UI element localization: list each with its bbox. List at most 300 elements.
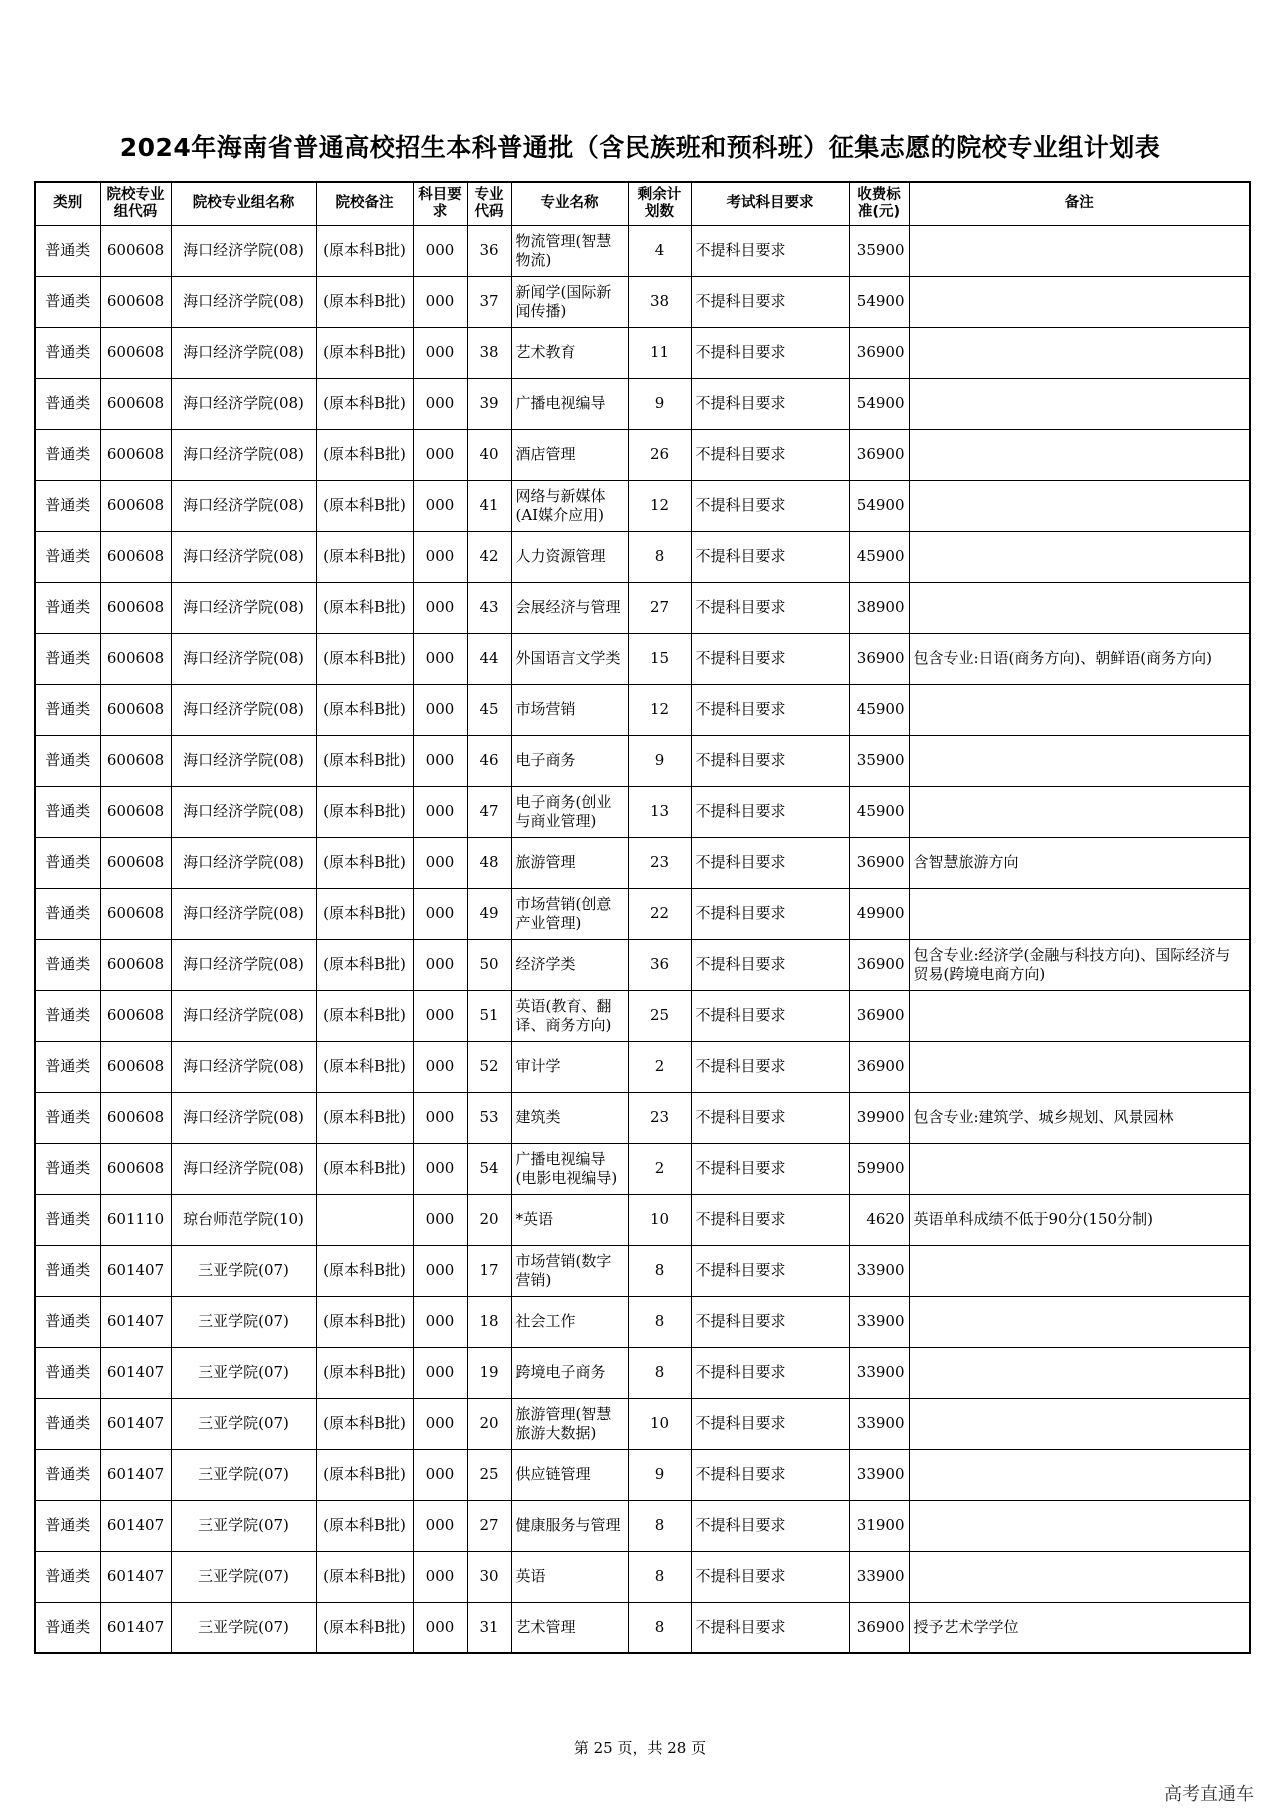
cell-major-code: 41 <box>467 480 511 531</box>
cell-group-code: 600608 <box>100 225 171 276</box>
cell-fee: 35900 <box>849 735 909 786</box>
cell-remarks <box>909 1092 1250 1143</box>
cell-major-name <box>511 1500 628 1551</box>
cell-group-name: 三亚学院(07) <box>171 1551 316 1602</box>
cell-major-name-text: *英语 <box>515 1210 554 1228</box>
cell-exam-req: 不提科目要求 <box>691 1449 849 1500</box>
cell-school-note: (原本科B批) <box>316 837 413 888</box>
cell-remarks <box>909 429 1250 480</box>
cell-remarks <box>909 1551 1250 1602</box>
cell-group-code: 601407 <box>100 1602 171 1653</box>
cell-category: 普通类 <box>35 633 100 684</box>
cell-category: 普通类 <box>35 1194 100 1245</box>
cell-group-name: 海口经济学院(08) <box>171 1143 316 1194</box>
cell-remarks-text: 包含专业:日语(商务方向)、朝鲜语(商务方向) <box>913 649 1212 667</box>
cell-group-code: 601407 <box>100 1245 171 1296</box>
cell-fee: 33900 <box>849 1296 909 1347</box>
cell-major-name <box>511 939 628 990</box>
cell-category: 普通类 <box>35 480 100 531</box>
cell-school-note: (原本科B批) <box>316 990 413 1041</box>
cell-remarks <box>909 837 1250 888</box>
cell-category: 普通类 <box>35 582 100 633</box>
cell-exam-req: 不提科目要求 <box>691 1245 849 1296</box>
cell-major-code: 18 <box>467 1296 511 1347</box>
cell-group-name: 海口经济学院(08) <box>171 1092 316 1143</box>
cell-remaining-plan: 10 <box>628 1398 691 1449</box>
cell-school-note: (原本科B批) <box>316 276 413 327</box>
cell-major-code: 50 <box>467 939 511 990</box>
cell-category: 普通类 <box>35 327 100 378</box>
cell-group-code: 601407 <box>100 1398 171 1449</box>
cell-school-note: (原本科B批) <box>316 684 413 735</box>
cell-remaining-plan: 2 <box>628 1143 691 1194</box>
cell-subject-req: 000 <box>413 378 467 429</box>
cell-subject-req: 000 <box>413 582 467 633</box>
cell-fee: 36900 <box>849 429 909 480</box>
cell-fee: 36900 <box>849 633 909 684</box>
cell-group-name: 三亚学院(07) <box>171 1296 316 1347</box>
cell-subject-req: 000 <box>413 1347 467 1398</box>
cell-exam-req: 不提科目要求 <box>691 990 849 1041</box>
cell-remaining-plan: 8 <box>628 1347 691 1398</box>
cell-school-note: (原本科B批) <box>316 735 413 786</box>
cell-school-note: (原本科B批) <box>316 1143 413 1194</box>
cell-major-name <box>511 1449 628 1500</box>
cell-fee: 33900 <box>849 1449 909 1500</box>
cell-group-code: 600608 <box>100 1041 171 1092</box>
cell-fee: 49900 <box>849 888 909 939</box>
cell-major-name-text: 审计学 <box>515 1057 561 1075</box>
cell-fee: 36900 <box>849 939 909 990</box>
cell-major-name-text: 酒店管理 <box>515 445 576 463</box>
cell-major-name <box>511 1143 628 1194</box>
cell-exam-req: 不提科目要求 <box>691 1347 849 1398</box>
cell-exam-req: 不提科目要求 <box>691 837 849 888</box>
cell-remarks <box>909 1449 1250 1500</box>
cell-remaining-plan: 9 <box>628 1449 691 1500</box>
cell-remarks <box>909 1194 1250 1245</box>
cell-group-code: 601110 <box>100 1194 171 1245</box>
cell-group-name: 琼台师范学院(10) <box>171 1194 316 1245</box>
cell-major-code: 53 <box>467 1092 511 1143</box>
cell-group-name: 海口经济学院(08) <box>171 582 316 633</box>
table-row <box>35 1398 1250 1449</box>
cell-subject-req: 000 <box>413 429 467 480</box>
cell-group-code: 600608 <box>100 633 171 684</box>
cell-exam-req: 不提科目要求 <box>691 786 849 837</box>
cell-exam-req: 不提科目要求 <box>691 531 849 582</box>
cell-major-name-text: 跨境电子商务 <box>515 1363 606 1381</box>
cell-major-code: 17 <box>467 1245 511 1296</box>
cell-subject-req: 000 <box>413 939 467 990</box>
cell-category: 普通类 <box>35 1602 100 1653</box>
cell-exam-req: 不提科目要求 <box>691 1092 849 1143</box>
cell-major-name <box>511 990 628 1041</box>
cell-fee: 45900 <box>849 786 909 837</box>
cell-exam-req: 不提科目要求 <box>691 582 849 633</box>
table-row <box>35 1092 1250 1143</box>
cell-school-note: (原本科B批) <box>316 939 413 990</box>
cell-group-name: 三亚学院(07) <box>171 1449 316 1500</box>
cell-school-note: (原本科B批) <box>316 582 413 633</box>
cell-remarks <box>909 1500 1250 1551</box>
cell-school-note: (原本科B批) <box>316 888 413 939</box>
header-major-name: 专业名称 <box>511 182 628 225</box>
cell-group-code: 600608 <box>100 1143 171 1194</box>
cell-exam-req: 不提科目要求 <box>691 327 849 378</box>
cell-group-code: 600608 <box>100 735 171 786</box>
table-row <box>35 1143 1250 1194</box>
cell-major-name <box>511 1602 628 1653</box>
table-row <box>35 990 1250 1041</box>
watermark: 高考直通车 <box>1164 1784 1254 1805</box>
header-group-code: 院校专业组代码 <box>100 182 171 225</box>
cell-group-name: 海口经济学院(08) <box>171 378 316 429</box>
cell-major-name-text: 经济学类 <box>515 955 576 973</box>
cell-major-code: 27 <box>467 1500 511 1551</box>
cell-subject-req: 000 <box>413 786 467 837</box>
cell-group-code: 601407 <box>100 1500 171 1551</box>
cell-major-name <box>511 1194 628 1245</box>
cell-exam-req: 不提科目要求 <box>691 378 849 429</box>
cell-group-code: 600608 <box>100 276 171 327</box>
cell-major-code: 19 <box>467 1347 511 1398</box>
cell-group-name: 海口经济学院(08) <box>171 327 316 378</box>
cell-category: 普通类 <box>35 1551 100 1602</box>
cell-group-name: 海口经济学院(08) <box>171 531 316 582</box>
cell-remaining-plan: 8 <box>628 1500 691 1551</box>
cell-remarks-text: 包含专业:经济学(金融与科技方向)、国际经济与贸易(跨境电商方向) <box>913 945 1231 983</box>
cell-group-code: 600608 <box>100 378 171 429</box>
plan-table <box>34 181 1251 1654</box>
cell-category: 普通类 <box>35 1347 100 1398</box>
cell-remarks <box>909 531 1250 582</box>
cell-remaining-plan: 25 <box>628 990 691 1041</box>
cell-major-code: 42 <box>467 531 511 582</box>
cell-remarks <box>909 276 1250 327</box>
cell-major-name-text: 广播电视编导 <box>515 394 606 412</box>
cell-remarks <box>909 1296 1250 1347</box>
cell-major-code: 54 <box>467 1143 511 1194</box>
cell-category: 普通类 <box>35 378 100 429</box>
cell-school-note: (原本科B批) <box>316 480 413 531</box>
cell-major-name-text: 电子商务(创业与商业管理) <box>515 792 612 830</box>
cell-group-name: 三亚学院(07) <box>171 1500 316 1551</box>
cell-category: 普通类 <box>35 1143 100 1194</box>
cell-major-name <box>511 225 628 276</box>
cell-remarks-text: 含智慧旅游方向 <box>913 853 1019 871</box>
cell-major-code: 51 <box>467 990 511 1041</box>
cell-subject-req: 000 <box>413 633 467 684</box>
cell-exam-req: 不提科目要求 <box>691 1041 849 1092</box>
cell-group-code: 601407 <box>100 1551 171 1602</box>
table-header-row <box>35 182 1250 225</box>
cell-exam-req: 不提科目要求 <box>691 1500 849 1551</box>
cell-remarks <box>909 1347 1250 1398</box>
cell-major-name <box>511 1092 628 1143</box>
cell-major-code: 52 <box>467 1041 511 1092</box>
cell-major-name <box>511 633 628 684</box>
cell-group-code: 600608 <box>100 429 171 480</box>
cell-exam-req: 不提科目要求 <box>691 1551 849 1602</box>
cell-subject-req: 000 <box>413 1296 467 1347</box>
cell-major-name-text: 艺术教育 <box>515 343 576 361</box>
cell-fee: 33900 <box>849 1245 909 1296</box>
cell-group-name: 海口经济学院(08) <box>171 1041 316 1092</box>
cell-remaining-plan: 10 <box>628 1194 691 1245</box>
cell-exam-req: 不提科目要求 <box>691 480 849 531</box>
cell-remaining-plan: 2 <box>628 1041 691 1092</box>
cell-major-code: 38 <box>467 327 511 378</box>
cell-remarks <box>909 1398 1250 1449</box>
cell-major-name <box>511 1551 628 1602</box>
cell-group-code: 600608 <box>100 786 171 837</box>
cell-remarks <box>909 888 1250 939</box>
cell-subject-req: 000 <box>413 888 467 939</box>
header-subject-req: 科目要求 <box>413 182 467 225</box>
table-row <box>35 1194 1250 1245</box>
cell-group-code: 600608 <box>100 582 171 633</box>
cell-exam-req: 不提科目要求 <box>691 1296 849 1347</box>
cell-subject-req: 000 <box>413 1092 467 1143</box>
cell-group-code: 600608 <box>100 531 171 582</box>
cell-major-name-text: 英语(教育、翻译、商务方向) <box>515 996 612 1034</box>
table-row <box>35 531 1250 582</box>
cell-group-code: 600608 <box>100 327 171 378</box>
cell-major-name-text: 物流管理(智慧物流) <box>515 231 612 269</box>
cell-group-code: 601407 <box>100 1347 171 1398</box>
cell-subject-req: 000 <box>413 1500 467 1551</box>
table-row <box>35 225 1250 276</box>
cell-major-code: 40 <box>467 429 511 480</box>
cell-remaining-plan: 23 <box>628 1092 691 1143</box>
cell-category: 普通类 <box>35 1500 100 1551</box>
cell-subject-req: 000 <box>413 837 467 888</box>
cell-major-name <box>511 429 628 480</box>
cell-category: 普通类 <box>35 429 100 480</box>
cell-fee: 36900 <box>849 1602 909 1653</box>
cell-fee: 45900 <box>849 684 909 735</box>
cell-group-code: 600608 <box>100 837 171 888</box>
cell-subject-req: 000 <box>413 276 467 327</box>
cell-category: 普通类 <box>35 276 100 327</box>
table-row <box>35 1602 1250 1653</box>
cell-group-name: 海口经济学院(08) <box>171 735 316 786</box>
cell-school-note: (原本科B批) <box>316 327 413 378</box>
cell-subject-req: 000 <box>413 990 467 1041</box>
cell-category: 普通类 <box>35 837 100 888</box>
cell-group-name: 海口经济学院(08) <box>171 633 316 684</box>
table-row <box>35 327 1250 378</box>
cell-remaining-plan: 12 <box>628 684 691 735</box>
cell-group-code: 600608 <box>100 1092 171 1143</box>
cell-group-name: 三亚学院(07) <box>171 1602 316 1653</box>
header-category: 类别 <box>35 182 100 225</box>
cell-school-note: (原本科B批) <box>316 1551 413 1602</box>
cell-major-name-text: 市场营销 <box>515 700 576 718</box>
cell-major-name-text: 电子商务 <box>515 751 576 769</box>
cell-exam-req: 不提科目要求 <box>691 1398 849 1449</box>
cell-subject-req: 000 <box>413 1398 467 1449</box>
cell-group-code: 601407 <box>100 1296 171 1347</box>
cell-remarks <box>909 939 1250 990</box>
cell-remarks <box>909 735 1250 786</box>
cell-group-name: 海口经济学院(08) <box>171 939 316 990</box>
cell-major-name <box>511 480 628 531</box>
cell-subject-req: 000 <box>413 327 467 378</box>
cell-fee: 33900 <box>849 1398 909 1449</box>
table-row <box>35 1500 1250 1551</box>
cell-major-name <box>511 888 628 939</box>
cell-school-note: (原本科B批) <box>316 1347 413 1398</box>
cell-category: 普通类 <box>35 1296 100 1347</box>
cell-fee: 31900 <box>849 1500 909 1551</box>
cell-major-name-text: 外国语言文学类 <box>515 649 621 667</box>
cell-exam-req: 不提科目要求 <box>691 225 849 276</box>
cell-remarks-text: 包含专业:建筑学、城乡规划、风景园林 <box>913 1108 1174 1126</box>
cell-remarks <box>909 1602 1250 1653</box>
cell-major-code: 47 <box>467 786 511 837</box>
cell-remaining-plan: 8 <box>628 1245 691 1296</box>
cell-school-note: (原本科B批) <box>316 1602 413 1653</box>
cell-school-note: (原本科B批) <box>316 1398 413 1449</box>
cell-remaining-plan: 15 <box>628 633 691 684</box>
cell-subject-req: 000 <box>413 480 467 531</box>
cell-subject-req: 000 <box>413 735 467 786</box>
cell-category: 普通类 <box>35 939 100 990</box>
cell-remarks <box>909 1041 1250 1092</box>
cell-exam-req: 不提科目要求 <box>691 888 849 939</box>
cell-major-name-text: 旅游管理(智慧旅游大数据) <box>515 1404 612 1442</box>
cell-remarks-text: 英语单科成绩不低于90分(150分制) <box>913 1210 1153 1228</box>
cell-remaining-plan: 23 <box>628 837 691 888</box>
cell-major-code: 39 <box>467 378 511 429</box>
table-row <box>35 633 1250 684</box>
cell-remarks <box>909 633 1250 684</box>
cell-major-code: 25 <box>467 1449 511 1500</box>
table-row <box>35 429 1250 480</box>
cell-remaining-plan: 13 <box>628 786 691 837</box>
cell-subject-req: 000 <box>413 1449 467 1500</box>
cell-remaining-plan: 26 <box>628 429 691 480</box>
cell-remarks <box>909 327 1250 378</box>
cell-subject-req: 000 <box>413 1041 467 1092</box>
table-row <box>35 888 1250 939</box>
cell-remarks <box>909 225 1250 276</box>
cell-school-note: (原本科B批) <box>316 1500 413 1551</box>
cell-remaining-plan: 4 <box>628 225 691 276</box>
cell-subject-req: 000 <box>413 1602 467 1653</box>
cell-major-name <box>511 327 628 378</box>
cell-category: 普通类 <box>35 888 100 939</box>
page-title: 2024年海南省普通高校招生本科普通批（含民族班和预科班）征集志愿的院校专业组计划表 <box>119 133 1161 162</box>
cell-school-note: (原本科B批) <box>316 633 413 684</box>
cell-remarks <box>909 684 1250 735</box>
cell-category: 普通类 <box>35 1092 100 1143</box>
cell-major-name <box>511 735 628 786</box>
cell-major-name-text: 会展经济与管理 <box>515 598 621 616</box>
cell-remarks <box>909 480 1250 531</box>
cell-category: 普通类 <box>35 1398 100 1449</box>
cell-category: 普通类 <box>35 684 100 735</box>
cell-major-name <box>511 837 628 888</box>
cell-major-name-text: 网络与新媒体(AI媒介应用) <box>515 486 606 524</box>
cell-remarks-text: 授予艺术学学位 <box>913 1617 1019 1636</box>
header-major-code: 专业代码 <box>467 182 511 225</box>
cell-major-name-text: 新闻学(国际新闻传播) <box>515 282 612 320</box>
cell-school-note: (原本科B批) <box>316 225 413 276</box>
cell-major-code: 46 <box>467 735 511 786</box>
cell-exam-req: 不提科目要求 <box>691 633 849 684</box>
cell-major-code: 45 <box>467 684 511 735</box>
cell-group-name: 三亚学院(07) <box>171 1347 316 1398</box>
cell-remarks <box>909 786 1250 837</box>
cell-category: 普通类 <box>35 1245 100 1296</box>
cell-major-name <box>511 1398 628 1449</box>
table-row <box>35 1041 1250 1092</box>
header-exam-req: 考试科目要求 <box>691 182 849 225</box>
cell-fee: 59900 <box>849 1143 909 1194</box>
cell-school-note <box>316 1194 413 1245</box>
table-row <box>35 735 1250 786</box>
table-row <box>35 1296 1250 1347</box>
cell-major-name-text: 广播电视编导(电影电视编导) <box>515 1149 618 1187</box>
cell-remaining-plan: 27 <box>628 582 691 633</box>
cell-remaining-plan: 8 <box>628 1296 691 1347</box>
cell-remaining-plan: 9 <box>628 378 691 429</box>
cell-school-note: (原本科B批) <box>316 1449 413 1500</box>
cell-category: 普通类 <box>35 531 100 582</box>
header-school-note: 院校备注 <box>316 182 413 225</box>
cell-major-name <box>511 1347 628 1398</box>
cell-major-name <box>511 786 628 837</box>
cell-major-name <box>511 1041 628 1092</box>
cell-school-note: (原本科B批) <box>316 531 413 582</box>
cell-remaining-plan: 8 <box>628 531 691 582</box>
cell-group-code: 600608 <box>100 888 171 939</box>
cell-exam-req: 不提科目要求 <box>691 684 849 735</box>
cell-remaining-plan: 22 <box>628 888 691 939</box>
cell-fee: 38900 <box>849 582 909 633</box>
cell-category: 普通类 <box>35 786 100 837</box>
table-row <box>35 582 1250 633</box>
cell-major-name-text: 艺术管理 <box>515 1617 576 1636</box>
cell-group-name: 海口经济学院(08) <box>171 888 316 939</box>
cell-group-name: 海口经济学院(08) <box>171 837 316 888</box>
cell-school-note: (原本科B批) <box>316 1092 413 1143</box>
cell-subject-req: 000 <box>413 1245 467 1296</box>
cell-school-note: (原本科B批) <box>316 429 413 480</box>
cell-major-name-text: 市场营销(数字营销) <box>515 1251 612 1289</box>
table-row <box>35 1347 1250 1398</box>
table-row <box>35 1551 1250 1602</box>
cell-fee: 35900 <box>849 225 909 276</box>
cell-group-name: 海口经济学院(08) <box>171 990 316 1041</box>
cell-remaining-plan: 38 <box>628 276 691 327</box>
table-row <box>35 939 1250 990</box>
cell-group-name: 海口经济学院(08) <box>171 480 316 531</box>
cell-group-name: 三亚学院(07) <box>171 1245 316 1296</box>
cell-remaining-plan: 8 <box>628 1551 691 1602</box>
cell-school-note: (原本科B批) <box>316 786 413 837</box>
cell-remaining-plan: 8 <box>628 1602 691 1653</box>
cell-group-name: 海口经济学院(08) <box>171 429 316 480</box>
header-fee: 收费标准(元) <box>849 182 909 225</box>
cell-major-name <box>511 378 628 429</box>
cell-major-code: 48 <box>467 837 511 888</box>
cell-school-note: (原本科B批) <box>316 1041 413 1092</box>
cell-major-name-text: 旅游管理 <box>515 853 576 871</box>
